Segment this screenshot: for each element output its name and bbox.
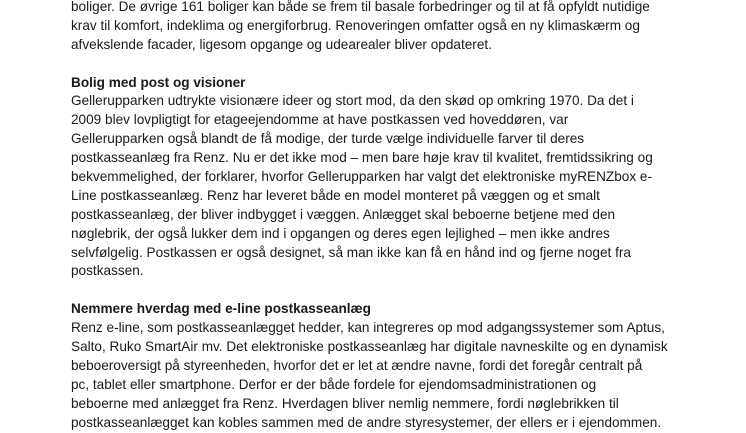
text-line: beboerne med anlægget fra Renz. Hverdagen bliver nemlig nemmere, fordi nøglebrikken til — [71, 395, 619, 411]
paragraph-spacer — [71, 281, 691, 300]
text-line: postkassen. — [71, 263, 144, 279]
text-line: krav til komfort, indeklima og energiforbrug. Renoveringen omfatter også en ny klimaskærm og — [71, 17, 640, 33]
text-line: Renz e-line, som postkasseanlægget hedder, kan integreres op mod adgangssystemer som Aptus, — [71, 320, 665, 336]
section-heading: Nemmere hverdag med e-line postkasseanlæg — [71, 301, 371, 317]
text-line: pc, tablet eller smartphone. Derfor er der både fordele for ejendomsadministrationen og — [71, 376, 597, 392]
text-line: boliger. De øvrige 161 boliger kan både se frem til basale forbedringer og til at få opfyldt nutidige — [71, 0, 650, 14]
text-line: postkasseanlæg, der bliver indbygget i væggen. Anlægget skal beboerne betjene med den — [71, 206, 616, 222]
text-line: selvfølgelig. Postkassen er også designet, så man ikke kan få en hånd ind og fjerne noget fra — [71, 244, 631, 260]
text-line: bekvemmelighed, der forklarer, hvorfor Gellerupparken har valgt det elektroniske myRENZbox e- — [71, 169, 653, 185]
text-line: Salto, Ruko SmartAir mv. Det elektroniske postkasseanlæg har digitale navneskilte og en dynamisk — [71, 339, 668, 355]
intro-paragraph — [71, 0, 691, 55]
section-nemmere-hverdag — [71, 300, 691, 432]
text-line: postkasseanlægget kan kobles sammen med de andre styresystemer, der ellers er i ejendommen. — [71, 414, 662, 430]
document-body — [71, 0, 691, 432]
text-line: nøglebrik, der også lukker dem ind i opgangen og deres egen lejlighed – men ikke andres — [71, 225, 610, 241]
text-line: afvekslende facader, ligesom opgange og udearealer bliver opdateret. — [71, 36, 492, 52]
section-bolig-med-post — [71, 74, 691, 282]
section-heading: Bolig med post og visioner — [71, 74, 246, 90]
text-line: Gellerupparken udtrykte visionære ideer og stort mod, da den skød op omkring 1970. Da det i — [71, 93, 634, 109]
text-line: 2009 blev lovpligtigt for etageejendomme at have postkassen ved hoveddøren, var — [71, 112, 569, 128]
text-line: beboeroversigt på styreenheden, hvorfor det er let at ændre navne, fordi det foregår centralt på — [71, 357, 643, 373]
text-line: postkasseanlæg fra Renz. Nu er det ikke mod – men bare høje krav til kvalitet, fremtidssikring og — [71, 150, 653, 166]
paragraph-spacer — [71, 55, 691, 74]
text-line: Gellerupparken også blandt de få modige, der turde vælge individuelle farver til deres — [71, 131, 585, 147]
text-line: Line postkasseanlæg. Renz har leveret både en model monteret på væggen og et smalt — [71, 187, 600, 203]
